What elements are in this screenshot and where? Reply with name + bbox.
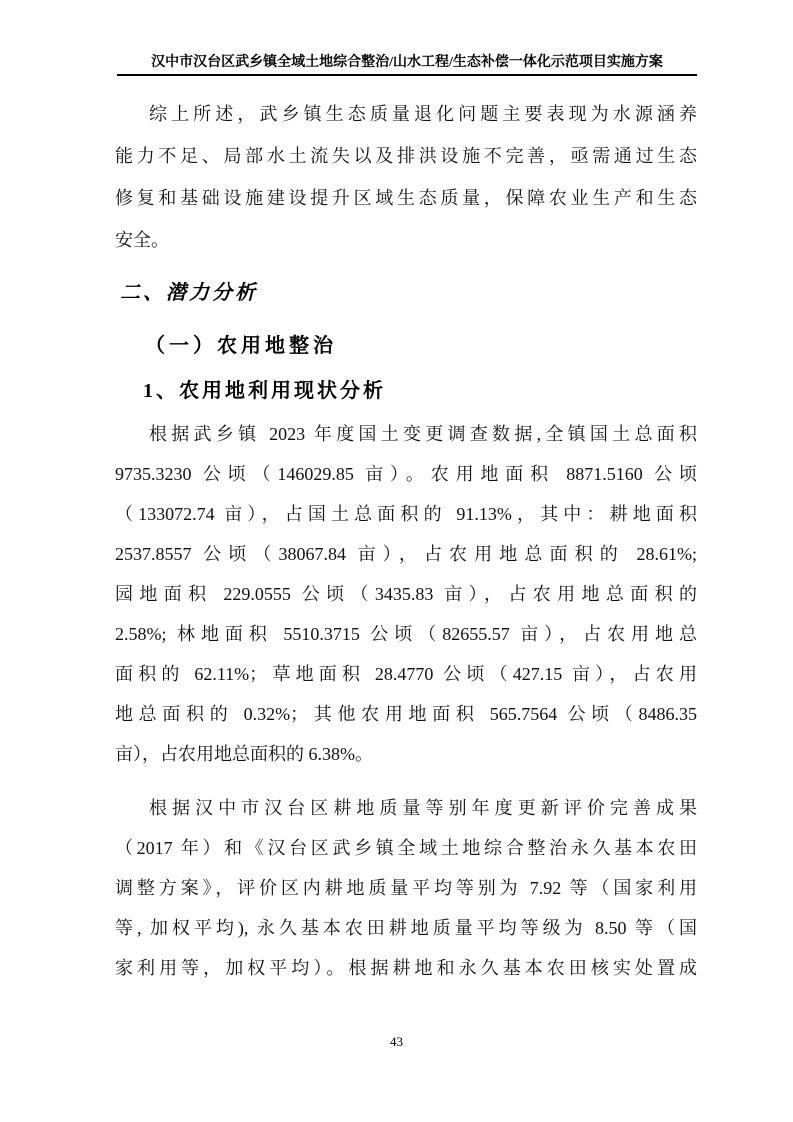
paragraph-line: （2017 年）和《汉台区武乡镇全域土地综合整治永久基本农田 [115,838,697,858]
header-title: 汉中市汉台区武乡镇全域土地综合整治/山水工程/生态补偿一体化示范项目实施方案 [151,55,663,70]
paragraph-line: （133072.74 亩），占国土总面积的 91.13%，其中：耕地面积 [115,504,697,524]
paragraph-line: 根据武乡镇 2023 年度国土变更调查数据,全镇国土总面积 [149,424,697,444]
paragraph-line: 2.58%; 林地面积 5510.3715 公顷（82655.57 亩），占农用地总 [115,624,697,644]
paragraph-line: 等, 加权平均), 永久基本农田耕地质量平均等级为 8.50 等（国 [115,918,697,938]
land-survey-data-paragraph [115,414,697,774]
paragraph-line: 综上所述，武乡镇生态质量退化问题主要表现为水源涵养 [149,104,697,124]
paragraph-line: 能力不足、局部水土流失以及排洪设施不完善，亟需通过生态 [115,146,697,166]
conclusion-paragraph [115,93,697,261]
page-number: 43 [390,1034,403,1049]
page-footer [0,1033,793,1051]
paragraph-line: 修复和基础设施建设提升区域生态质量，保障农业生产和生态 [115,188,697,208]
document-content [115,0,697,988]
farmland-quality-paragraph [115,788,697,988]
paragraph-line: 园地面积 229.0555 公顷（3435.83 亩），占农用地总面积的 [115,584,697,604]
paragraph-line: 家利用等，加权平均）。根据耕地和永久基本农田核实处置成 [115,958,697,978]
paragraph-line: 亩），占农用地总面积的 6.38%。 [115,744,373,764]
section-heading-potential-analysis: 二、潜力分析 [120,282,258,304]
subheading-farmland-use-status-analysis: 1、农用地利用现状分析 [143,380,386,402]
paragraph-line: 安全。 [115,230,169,250]
subsection-heading-farmland-consolidation: （一）农用地整治 [145,335,337,357]
paragraph-line: 调整方案》，评价区内耕地质量平均等别为 7.92 等（国家利用 [115,878,697,898]
paragraph-line: 2537.8557 公顷（38067.84 亩），占农用地总面积的 28.61%; [115,544,697,564]
paragraph-line: 根据汉中市汉台区耕地质量等别年度更新评价完善成果 [149,798,697,818]
paragraph-line: 地总面积的 0.32%；其他农用地面积 565.7564 公顷（8486.35 [115,704,697,724]
paragraph-line: 9735.3230 公顷（146029.85 亩）。农用地面积 8871.5160 公顷 [115,464,697,484]
paragraph-line: 面积的 62.11%；草地面积 28.4770 公顷（427.15 亩），占农用 [115,664,697,684]
